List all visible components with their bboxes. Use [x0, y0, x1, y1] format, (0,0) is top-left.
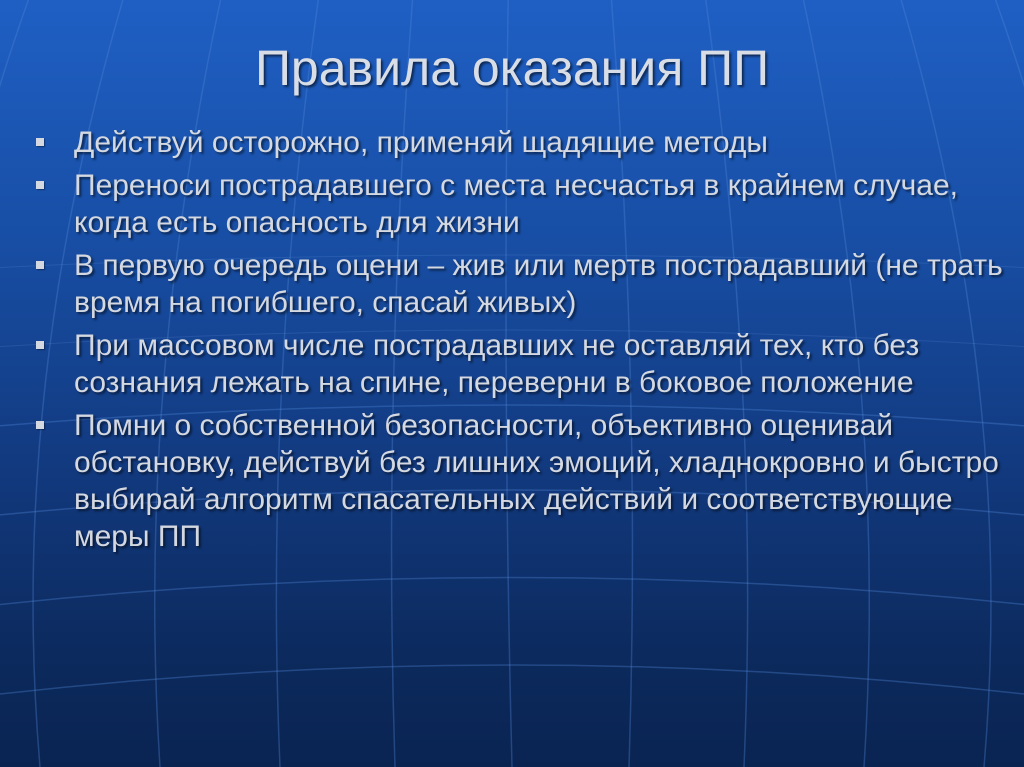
bullet-text: Переноси пострадавшего с места несчастья в крайнем случае, когда есть опасность для жизни [74, 169, 959, 239]
bullet-item [30, 407, 1005, 555]
square-bullet-icon [36, 138, 44, 146]
bullet-list [30, 124, 1005, 561]
bullet-item [30, 124, 1005, 161]
bullet-item [30, 247, 1005, 321]
bullet-item [30, 327, 1005, 401]
square-bullet-icon [36, 421, 44, 429]
bullet-text: В первую очередь оцени – жив или мертв пострадавший (не трать время на погибшего, спасай живых) [74, 249, 1003, 319]
square-bullet-icon [36, 181, 44, 189]
bullet-item [30, 167, 1005, 241]
square-bullet-icon [36, 261, 44, 269]
bullet-text: Помни о собственной безопасности, объективно оценивай обстановку, действуй без лишних эмоций, хладнокровно и быстро выбирай алгоритм спасательных действий и соответствующие меры ПП [74, 409, 999, 553]
bullet-text: При массовом числе пострадавших не оставляй тех, кто без сознания лежать на спине, переверни в боковое положение [74, 329, 920, 399]
slide-title: Правила оказания ПП [254, 40, 770, 96]
square-bullet-icon [36, 341, 44, 349]
bullet-text: Действуй осторожно, применяй щадящие методы [74, 126, 768, 159]
